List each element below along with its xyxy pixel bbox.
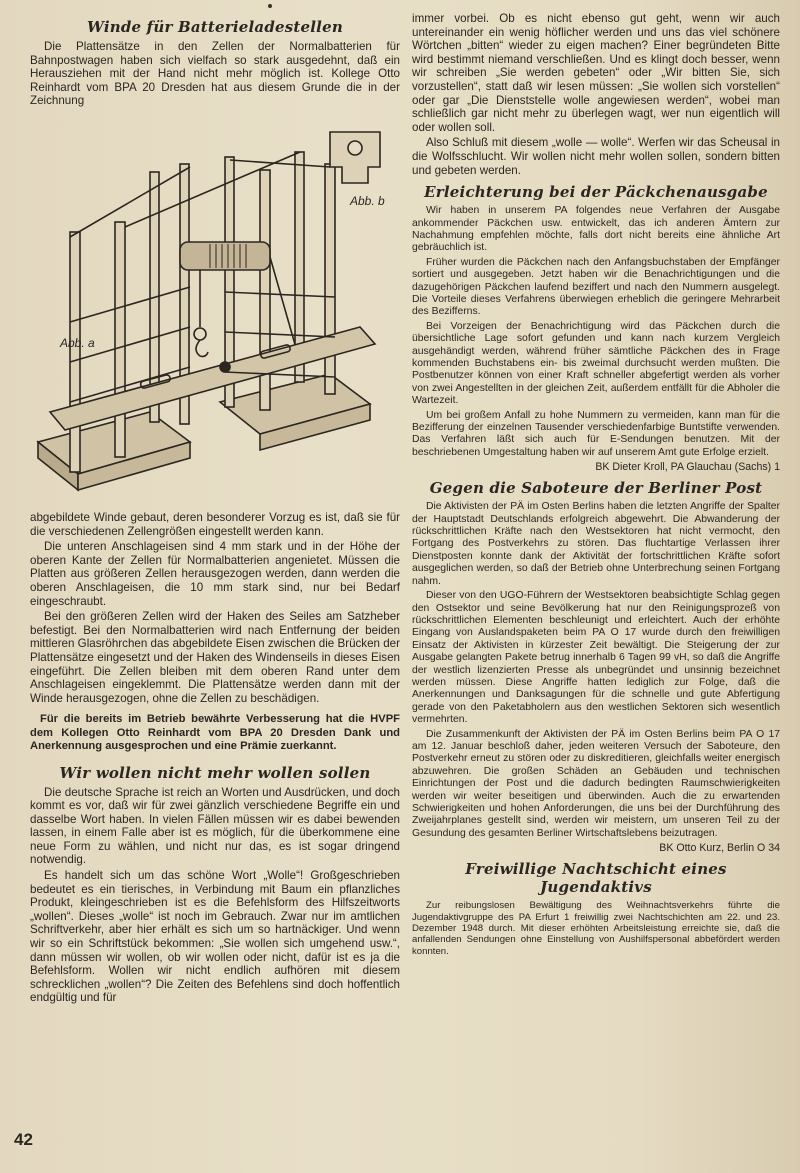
article-paragraph: Bei den größeren Zellen wird der Haken des Seiles am Satzheber befestigt. Bei den Normalbatterien wird nach Entfernung der beiden mittleren Glasröhrchen das abgebildete Eisen zwischen die Brücken der Plattensätze eingesetzt und der Haken des Windenseils in dieses Eisen eingeführt. Die Zellen bleiben mit dem oberen Rand unter dem Anschlageisen eingeklemmt. Die Plattensätze werden dann mit der Winde herausgezogen, ohne die Zellen zu beschädigen. — [30, 610, 400, 705]
author-signature: BK Otto Kurz, Berlin O 34 — [659, 842, 780, 855]
article-paragraph: Früher wurden die Päckchen nach den Anfangsbuchstaben der Empfänger sortiert und ausgegeben. Jetzt haben wir die Benachrichtigungen und die dazugehörigen Päckchen laufend beziffert und nach den Nummern ausgelegt. Die Vorteile dieses Verfahrens überwiegen erheblich die geringere Mehrarbeit des Bezifferns. — [412, 256, 780, 318]
article-paragraph: Die Aktivisten der PÄ im Osten Berlins haben die letzten Angriffe der Spalter der Hauptstadt Deutschlands erfolgreich abgewehrt. Die Abwanderung der rückschrittlichen Kräfte nach den Westsektoren hat nicht vermocht, den Fortgang des Postverkehrs zu stören. Das fluchtartige Verlassen ihrer Dienstposten konnte dank der Aktivität der fortschrittlichen Kräfte sofort ausgeglichen werden, so daß der Betrieb ohne Unterbrechung seinen Fortgang nahm. — [412, 501, 780, 587]
winch-illustration — [30, 112, 400, 507]
article-title-wollen: Wir wollen nicht mehr wollen sollen — [59, 763, 371, 782]
winch-drawing — [30, 112, 400, 507]
article-paragraph: Bei Vorzeigen der Benachrichtigung wird das Päckchen durch die übersichtliche Lage sofort gefunden und kann nach kurzem Vergleich ausgehändigt werden, während früher sämtliche Päckchen des in Frage kommenden Buchstabens ein- bis zweimal durchsucht werden mußten. Die Postbenutzer können von einer Kraft schneller abgefertigt werden als vorher von zwei Angestellten in der gleichen Zeit, außerdem entfällt für die Abholer die Wartezeit. — [412, 320, 780, 407]
article-paragraph: Um bei großem Anfall zu hohe Nummern zu vermeiden, kann man für die Bezifferung der einzelnen Tausender verschiedenfarbige Buntstifte verwenden. Das Verfahren läßt sich auch für E-Sendungen benutzen. Mit der beschriebenen Umgestaltung haben wir auf unserem Amt gute Erfolge erzielt. — [412, 409, 780, 458]
page-number: 42 — [14, 1130, 33, 1149]
figure-label-a: Abb. a — [60, 335, 95, 350]
print-mark — [268, 4, 272, 8]
article-paragraph: abgebildete Winde gebaut, deren besonderer Vorzug es ist, daß sie für die verschiedenen Zellengrößen eingestellt werden kann. — [30, 510, 400, 538]
article-title-paeckchen: Erleichterung bei der Päckchenausgabe — [424, 183, 768, 202]
figure-label-b: Abb. b — [350, 193, 385, 208]
article-title-winde: Winde für Batterieladestellen — [87, 18, 343, 36]
article-paragraph: Es handelt sich um das schöne Wort „Wolle“! Großgeschrieben bedeutet es ein tierisches, in Verbindung mit Baum ein pflanzliches Produkt, kleingeschrieben ist es die Befehlsform des Hilfszeitworts „wollen“. Dieses „wolle“ ist noch im Gebrauch. Zwar nur im amtlichen Schriftverkehr, aber hier erhält es sich um so hartnäckiger. Und wenn wir so ein Schriftstück bekommen: „Sie wollen sich umgehend usw.“, dann müssen wir wollen, ob wir wollen oder nicht, dafür ist es ja die Befehlsform. Wollen wir nicht endlich aufhören mit diesem schrecklichen „wollen“? Die Zeiten des Befehlens sind doch hoffentlich endgültig und für — [30, 869, 400, 1005]
article-title-saboteure: Gegen die Saboteure der Berliner Post — [429, 479, 763, 498]
right-column — [412, 12, 780, 959]
article-paragraph: Die deutsche Sprache ist reich an Worten und Ausdrücken, und doch kommt es vor, daß wir für zwei gänzlich verschiedene Begriffe ein und dasselbe Wort haben. In vielen Fällen müssen wir es dabei bewenden lassen, in einem Falle aber ist es möglich, für die überkommene eine neue Form zu wählen, und nicht nur das, es ist sogar dringend notwendig. — [30, 785, 400, 867]
article-paragraph: Die Zusammenkunft der Aktivisten der PÄ im Osten Berlins beim PA O 17 am 12. Januar beschloß daher, jeden weiteren Versuch der Saboteure, den Postverkehr erneut zu stören oder zu diskreditieren, gleichfalls weiter energisch abzuwehren. Die großen Schäden an Gebäuden und technischen Einrichtungen der Post und die dadurch bedingten Raumschwierigkeiten werden wir weiter beseitigen und überwinden. Auch die zu erwartenden Schwierigkeiten und hohen Anforderungen, die uns bei der Durchführung des Zweijahrplanes gestellt sind, werden wir meistern, um unseren Teil zu der Gesundung des gesamten Berliner Wirtschaftslebens beizutragen. — [412, 728, 780, 839]
article-paragraph: Wir haben in unserem PA folgendes neue Verfahren der Ausgabe ankommender Päckchen usw. entwickelt, das ich anderen Ämtern zur Nachahmung empfehlen möchte, falls dort nicht bereits eine ähnliche Art gebräuchlich ist. — [412, 205, 780, 254]
article-paragraph: Zur reibungslosen Bewältigung des Weihnachtsverkehrs führte die Jugendaktivgruppe des PA Erfurt 1 freiwillig zwei Nachtschichten am 22. und 23. Dezember 1948 durch. Mit dieser erhöhten Arbeitsleistung erreichte sie, daß die anfallenden Sendungen ohne Einstellung von Aushilfspersonal abbefördert werden konnten. — [412, 900, 780, 957]
award-note: Für die bereits im Betrieb bewährte Verbesserung hat die HVPF dem Kollegen Otto Reinhardt vom BPA 20 Dresden Dank und Anerkennung ausgesprochen und eine Prämie zuerkannt. — [30, 713, 400, 753]
left-column — [30, 12, 400, 1007]
article-paragraph: Die unteren Anschlageisen sind 4 mm stark und in der Höhe der oberen Kante der Zellen für Normalbatterien angenietet. Müssen die Platten aus größeren Zellen herausgezogen werden, dann werden die oberen Anschlageisen, die 10 mm stark sind, nur bei Bedarf eingeschraubt. — [30, 540, 400, 608]
article-title-nachtschicht: Freiwillige Nachtschicht eines Jugendaktivs — [465, 860, 727, 897]
article-paragraph: Die Plattensätze in den Zellen der Normalbatterien für Bahnpostwagen haben sich vielfach so stark ausgedehnt, daß ein Herausziehen mit der Hand nicht mehr möglich ist. Kollege Otto Reinhardt vom BPA 20 Dresden hat aus diesem Grunde die in der Zeichnung — [30, 40, 400, 108]
author-signature: BK Dieter Kroll, PA Glauchau (Sachs) 1 — [595, 461, 780, 474]
article-paragraph: Also Schluß mit diesem „wolle — wolle“. Werfen wir das Scheusal in die Wolfsschlucht. Wir wollen nicht mehr wollen sollen, sondern bitten und gebeten werden. — [412, 136, 780, 177]
article-paragraph: Dieser von den UGO-Führern der Westsektoren beabsichtigte Schlag gegen den Ostsektor und seine Bevölkerung hat nur den Reinigungsprozeß von rückschrittlichen Elementen beschleunigt und erleichtert. Auch der erhöhte Eingang von Auslandspaketen beim PA O 17 wurde durch den freiwilligen Einsatz der Aktivisten in kürzester Zeit bewältigt. Die Steigerung der zur Ausgabe gelangten Pakete betrug innerhalb 6 Tagen 99 vH, so daß die Angriffe der westlich lizenzierten Presse als unbegründet und unsinnig bezeichnet werden müssen. Diese Angriffe hatten lediglich zur Folge, daß die Anerkennungen und Danksagungen für die schnelle und gute Abfertigung gerade von den Paketabholern aus den westlichen Sektoren sich wesentlich vermehrten. — [412, 590, 780, 726]
article-paragraph: immer vorbei. Ob es nicht ebenso gut geht, wenn wir auch untereinander ein wenig höflicher werden und uns das viel schönere Wörtchen „bitten“ wieder zu eigen machen? Einer begründeten Bitte wird bestimmt niemand verschließen. Und es klingt doch besser, wenn wir schreiben „Sie werden gebeten“ oder „Wir bitten Sie, sich vorzustellen“, statt daß wir lesen müssen: „Sie wollen sich vorstellen“ oder gar „Die Dienststelle wolle angewiesen werden“, wobei man schließlich gar nicht mehr zu überlegen wagt, wer nun eigentlich will oder wollen soll. — [412, 12, 780, 134]
